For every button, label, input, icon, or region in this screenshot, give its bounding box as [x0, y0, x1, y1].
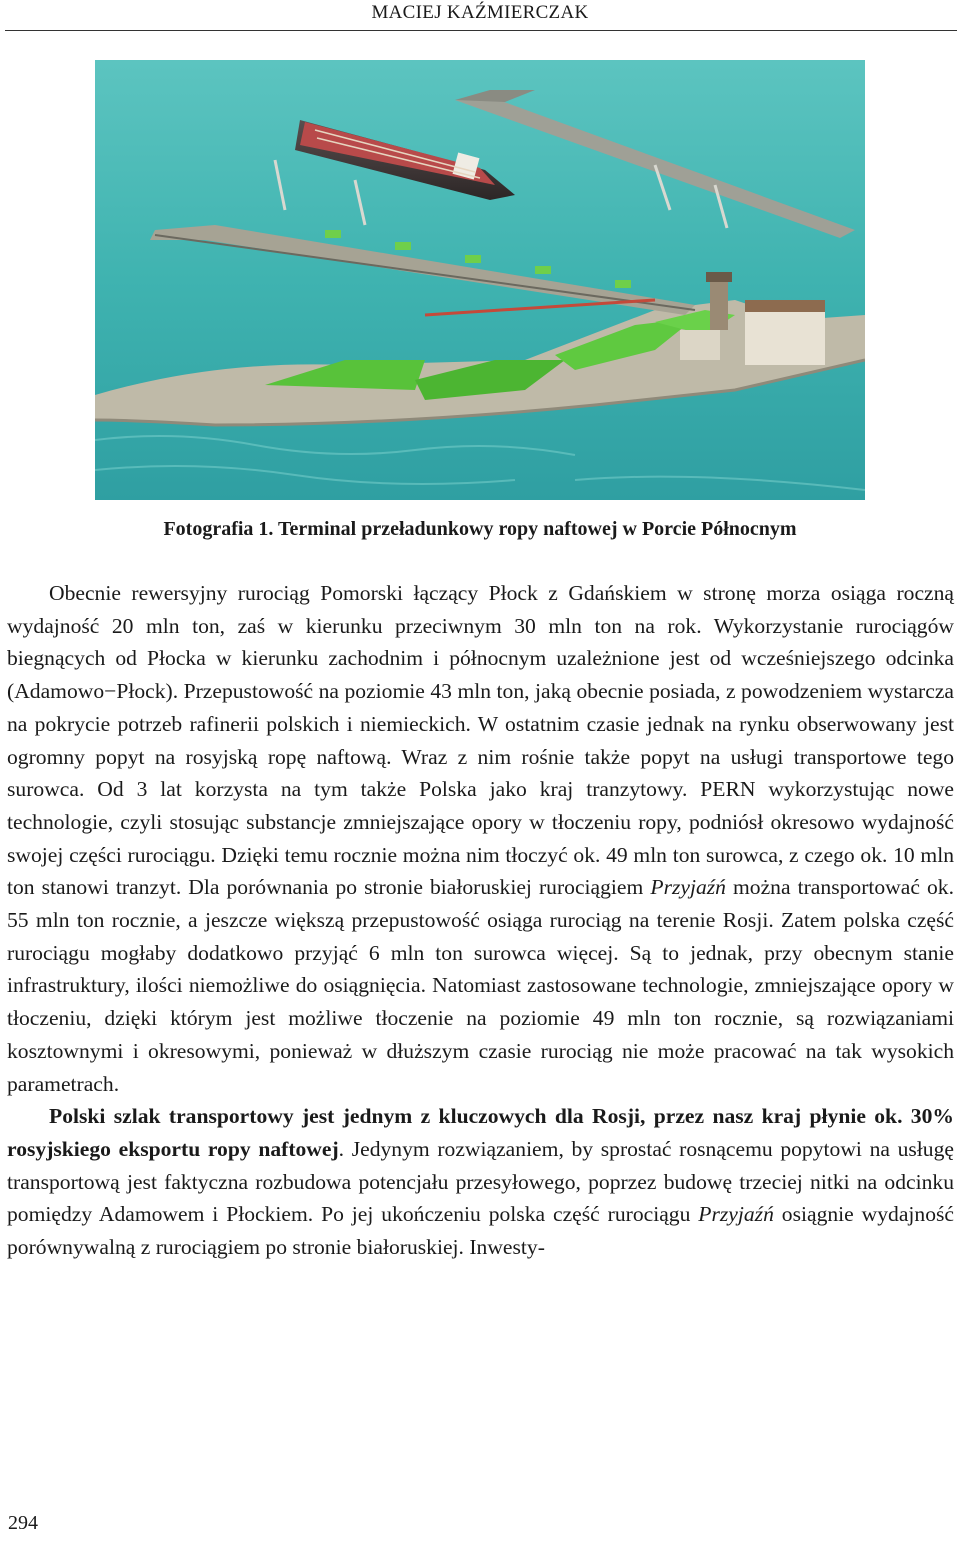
- page-number: 294: [8, 1512, 38, 1534]
- terminal-photo: [95, 60, 865, 500]
- paragraph-1-italic: Przyjaźń: [650, 875, 726, 900]
- building-main: [745, 310, 825, 365]
- building-tower-top: [706, 272, 732, 282]
- paragraph-2-italic: Przyjaźń: [698, 1202, 774, 1227]
- running-head: MACIEJ KAŹMIERCZAK: [371, 2, 589, 23]
- paragraph-1-text-b: można transportować ok. 55 mln ton rocznie, a jeszcze większą przepustowość osiąga rurociąg na terenie Rosji. Zatem polska część rurociągu mogłaby dodatkowo przyjąć 6 mln ton surowca więcej. Są to jednak, przy obecnym stanie infrastruktury, ilości niemożliwe do osiągnięcia. Natomiast zastosowane technologie, zmniejszające opory w tłoczeniu, dzięki którym jest możliwe tłoczenie na poziomie 49 mln ton rocznie, są rozwiązaniami kosztownymi i okresowymi, ponieważ w dłuższym czasie rurociąg nie może pracować na tak wysokich parametrach.: [7, 875, 954, 1096]
- paragraph-2-text-a: . Jedynym rozwiązaniem, by sprostać rosnącemu popytowi na usługę transportową jest faktyczna rozbudowa potencjału przesyłowego, poprzez budowę trzeciej nitki na odcinku pomiędzy Adamowem i Płockiem. Po jej ukończeniu polska część rurociągu: [7, 1136, 954, 1227]
- figure-caption: Fotografia 1. Terminal przeładunkowy ropy naftowej w Porcie Północnym: [163, 518, 797, 540]
- paragraph-2: [7, 1100, 954, 1264]
- building-tower: [710, 280, 728, 330]
- header-rule: [5, 30, 957, 31]
- paragraph-2-text-b: osiągnie wydajność porównywalną z rurociągiem po stronie białoruskiej. Inwesty-: [7, 1202, 954, 1260]
- building-annex: [680, 330, 720, 360]
- paragraph-2-bold: Polski szlak transportowy jest jednym z kluczowych dla Rosji, przez nasz kraj płynie ok. 30% rosyjskiego eksportu ropy naftowej: [7, 1104, 954, 1161]
- paragraph-1: [7, 577, 954, 1100]
- paragraph-1-text-a: Obecnie rewersyjny rurociąg Pomorski łączący Płock z Gdańskiem w stronę morza osiąga roczną wydajność 20 mln ton, zaś w kierunku przeciwnym 30 mln ton na rok. Wykorzystanie rurociągów biegnących od Płocka w kierunku zachodnim i północnym uzależnione jest od wcześniejszego odcinka (Adamowo−Płock). Przepustowość na poziomie 43 mln ton, jaką obecnie posiada, z powodzeniem wystarcza na pokrycie potrzeb rafinerii polskich i niemieckich. W ostatnim czasie jednak na rynku obserwowany jest ogromny popyt na rosyjską ropę naftową. Wraz z nim rośnie także popyt na usługi transportowe tego surowca. Od 3 lat korzysta na tym także Polska jako kraj tranzytowy. PERN wykorzystując nowe technologie, czyli stosując substancje zmniejszające opory w tłoczeniu ropy, podniósł okresowo wydajność swojej części rurociągu. Dzięki temu rocznie można nim tłoczyć ok. 49 mln ton surowca, z czego ok. 10 mln ton stanowi tranzyt. Dla porównania po stronie białoruskiej rurociągiem: [7, 581, 954, 900]
- body-text: [7, 577, 954, 1264]
- building-roof: [745, 300, 825, 312]
